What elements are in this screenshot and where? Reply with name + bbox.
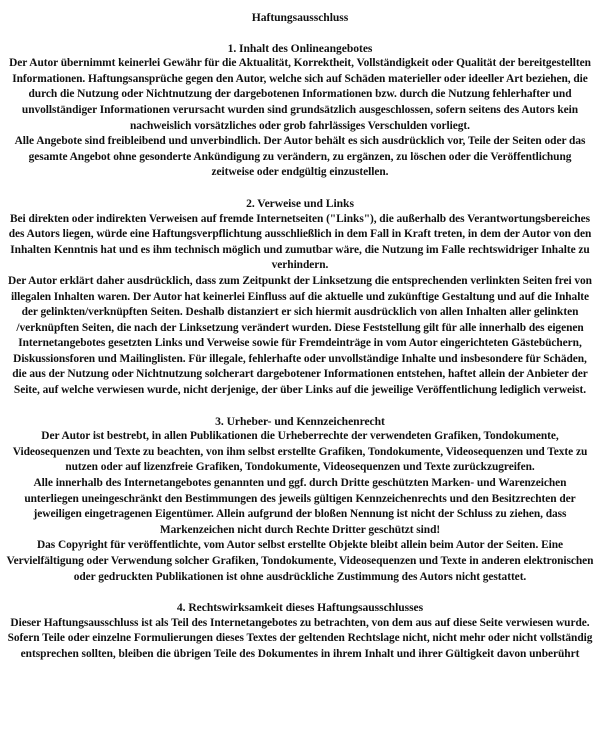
section-heading-links: 2. Verweise und Links bbox=[246, 196, 354, 210]
section-paragraph: Alle innerhalb des Internetangebotes genannten und ggf. durch Dritte geschützten Marken- und Warenzeichen unterliegen uneingeschränkt den Bestimmungen des jeweils gültigen Kennzeichenrechts und den Besitzrechten der jeweiligen eingetragenen Eigentümer. Allein aufgrund der bloßen Nennung ist nicht der Schluss zu ziehen, dass Markenzeichen nicht durch Rechte Dritter geschützt sind! bbox=[24, 477, 576, 536]
section-paragraph: Das Copyright für veröffentlichte, vom Autor selbst erstellte Objekte bleibt allein beim Autor der Seiten. Eine Vervielfältigung oder Verwendung solcher Grafiken, Tondokumente, Videosequenzen und Texte in anderen elektronischen oder gedruckten Publikationen ist ohne ausdrückliche Zustimmung des Autors nicht gestattet. bbox=[6, 539, 594, 583]
section-heading-validity: 4. Rechtswirksamkeit dieses Haftungsausschlusses bbox=[176, 601, 424, 615]
section-content bbox=[6, 41, 594, 181]
section-validity bbox=[6, 600, 594, 662]
section-links bbox=[6, 196, 594, 399]
section-copyright bbox=[6, 414, 594, 586]
section-paragraph: Bei direkten oder indirekten Verweisen auf fremde Internetseiten ("Links"), die außerhalb des Verantwortungsbereiches des Autors liegen, würde eine Haftungsverpflichtung ausschließlich in dem Fall in Kraft treten, in dem der Autor von den Inhalten Kenntnis hat und es ihm technisch möglich und zumutbar wäre, die Nutzung im Falle rechtswidriger Inhalte zu verhindern. bbox=[8, 212, 592, 272]
section-heading-copyright: 3. Urheber- und Kennzeichenrecht bbox=[215, 414, 385, 428]
section-paragraph: Dieser Haftungsausschluss ist als Teil des Internetangebotes zu betrachten, von dem aus auf diese Seite verwiesen wurde. Sofern Teile oder einzelne Formulierungen dieses Textes der geltenden Rechtslage nicht, nicht mehr oder nicht vollständig entsprechen sollten, bleiben die übrigen Teile des Dokumentes in ihrem Inhalt und ihrer Gültigkeit davon unberührt bbox=[7, 616, 593, 660]
section-paragraph: Der Autor erklärt daher ausdrücklich, dass zum Zeitpunkt der Linksetzung die entsprechenden verlinkten Seiten frei von illegalen Inhalten waren. Der Autor hat keinerlei Einfluss auf die aktuelle und zukünftige Gestaltung und auf die Inhalte der gelinkten/verknüpften Seiten. Deshalb distanziert er sich hiermit ausdrücklich von allen Inhalten aller gelinkten /verknüpften Seiten, die nach der Linksetzung verändert wurden. Diese Feststellung gilt für alle innerhalb des eigenen Internetangebotes gesetzten Links und Verweise sowie für Fremdeinträge in vom Autor eingerichteten Gästebüchern, Diskussionsforen und Mailinglisten. Für illegale, fehlerhafte oder unvollständige Inhalte und insbesondere für Schäden, die aus der Nutzung oder Nichtnutzung solcherart dargebotener Informationen entstehen, haftet allein der Anbieter der Seite, auf welche verwiesen wurde, nicht derjenige, der über Links auf die jeweilige Veröffentlichung lediglich verweist. bbox=[8, 274, 592, 397]
document-title: Haftungsausschluss bbox=[251, 11, 349, 24]
section-paragraph: Der Autor übernimmt keinerlei Gewähr für die Aktualität, Korrektheit, Vollständigkeit oder Qualität der bereitgestellten Informationen. Haftungsansprüche gegen den Autor, welche sich auf Schäden materieller oder ideeller Art beziehen, die durch die Nutzung oder Nichtnutzung der dargebotenen Informationen bzw. durch die Nutzung fehlerhafter und unvollständiger Informationen verursacht wurden sind grundsätzlich ausgeschlossen, sofern seitens des Autors kein nachweislich vorsätzliches oder grob fahrlässiges Verschulden vorliegt. bbox=[9, 57, 591, 132]
section-paragraph: Alle Angebote sind freibleibend und unverbindlich. Der Autor behält es sich ausdrücklich vor, Teile der Seiten oder das gesamte Angebot ohne gesonderte Ankündigung zu verändern, zu ergänzen, zu löschen oder die Veröffentlichung zeitweise oder endgültig einzustellen. bbox=[14, 135, 586, 179]
section-heading-content: 1. Inhalt des Onlineangebotes bbox=[227, 41, 373, 55]
section-paragraph: Der Autor ist bestrebt, in allen Publikationen die Urheberrechte der verwendeten Grafiken, Tondokumente, Videosequenzen und Texte zu beachten, von ihm selbst erstellte Grafiken, Tondokumente, Videosequenzen und Texte zu nutzen oder auf lizenzfreie Grafiken, Tondokumente, Videosequenzen und Texte zurückzugreifen. bbox=[12, 430, 588, 474]
